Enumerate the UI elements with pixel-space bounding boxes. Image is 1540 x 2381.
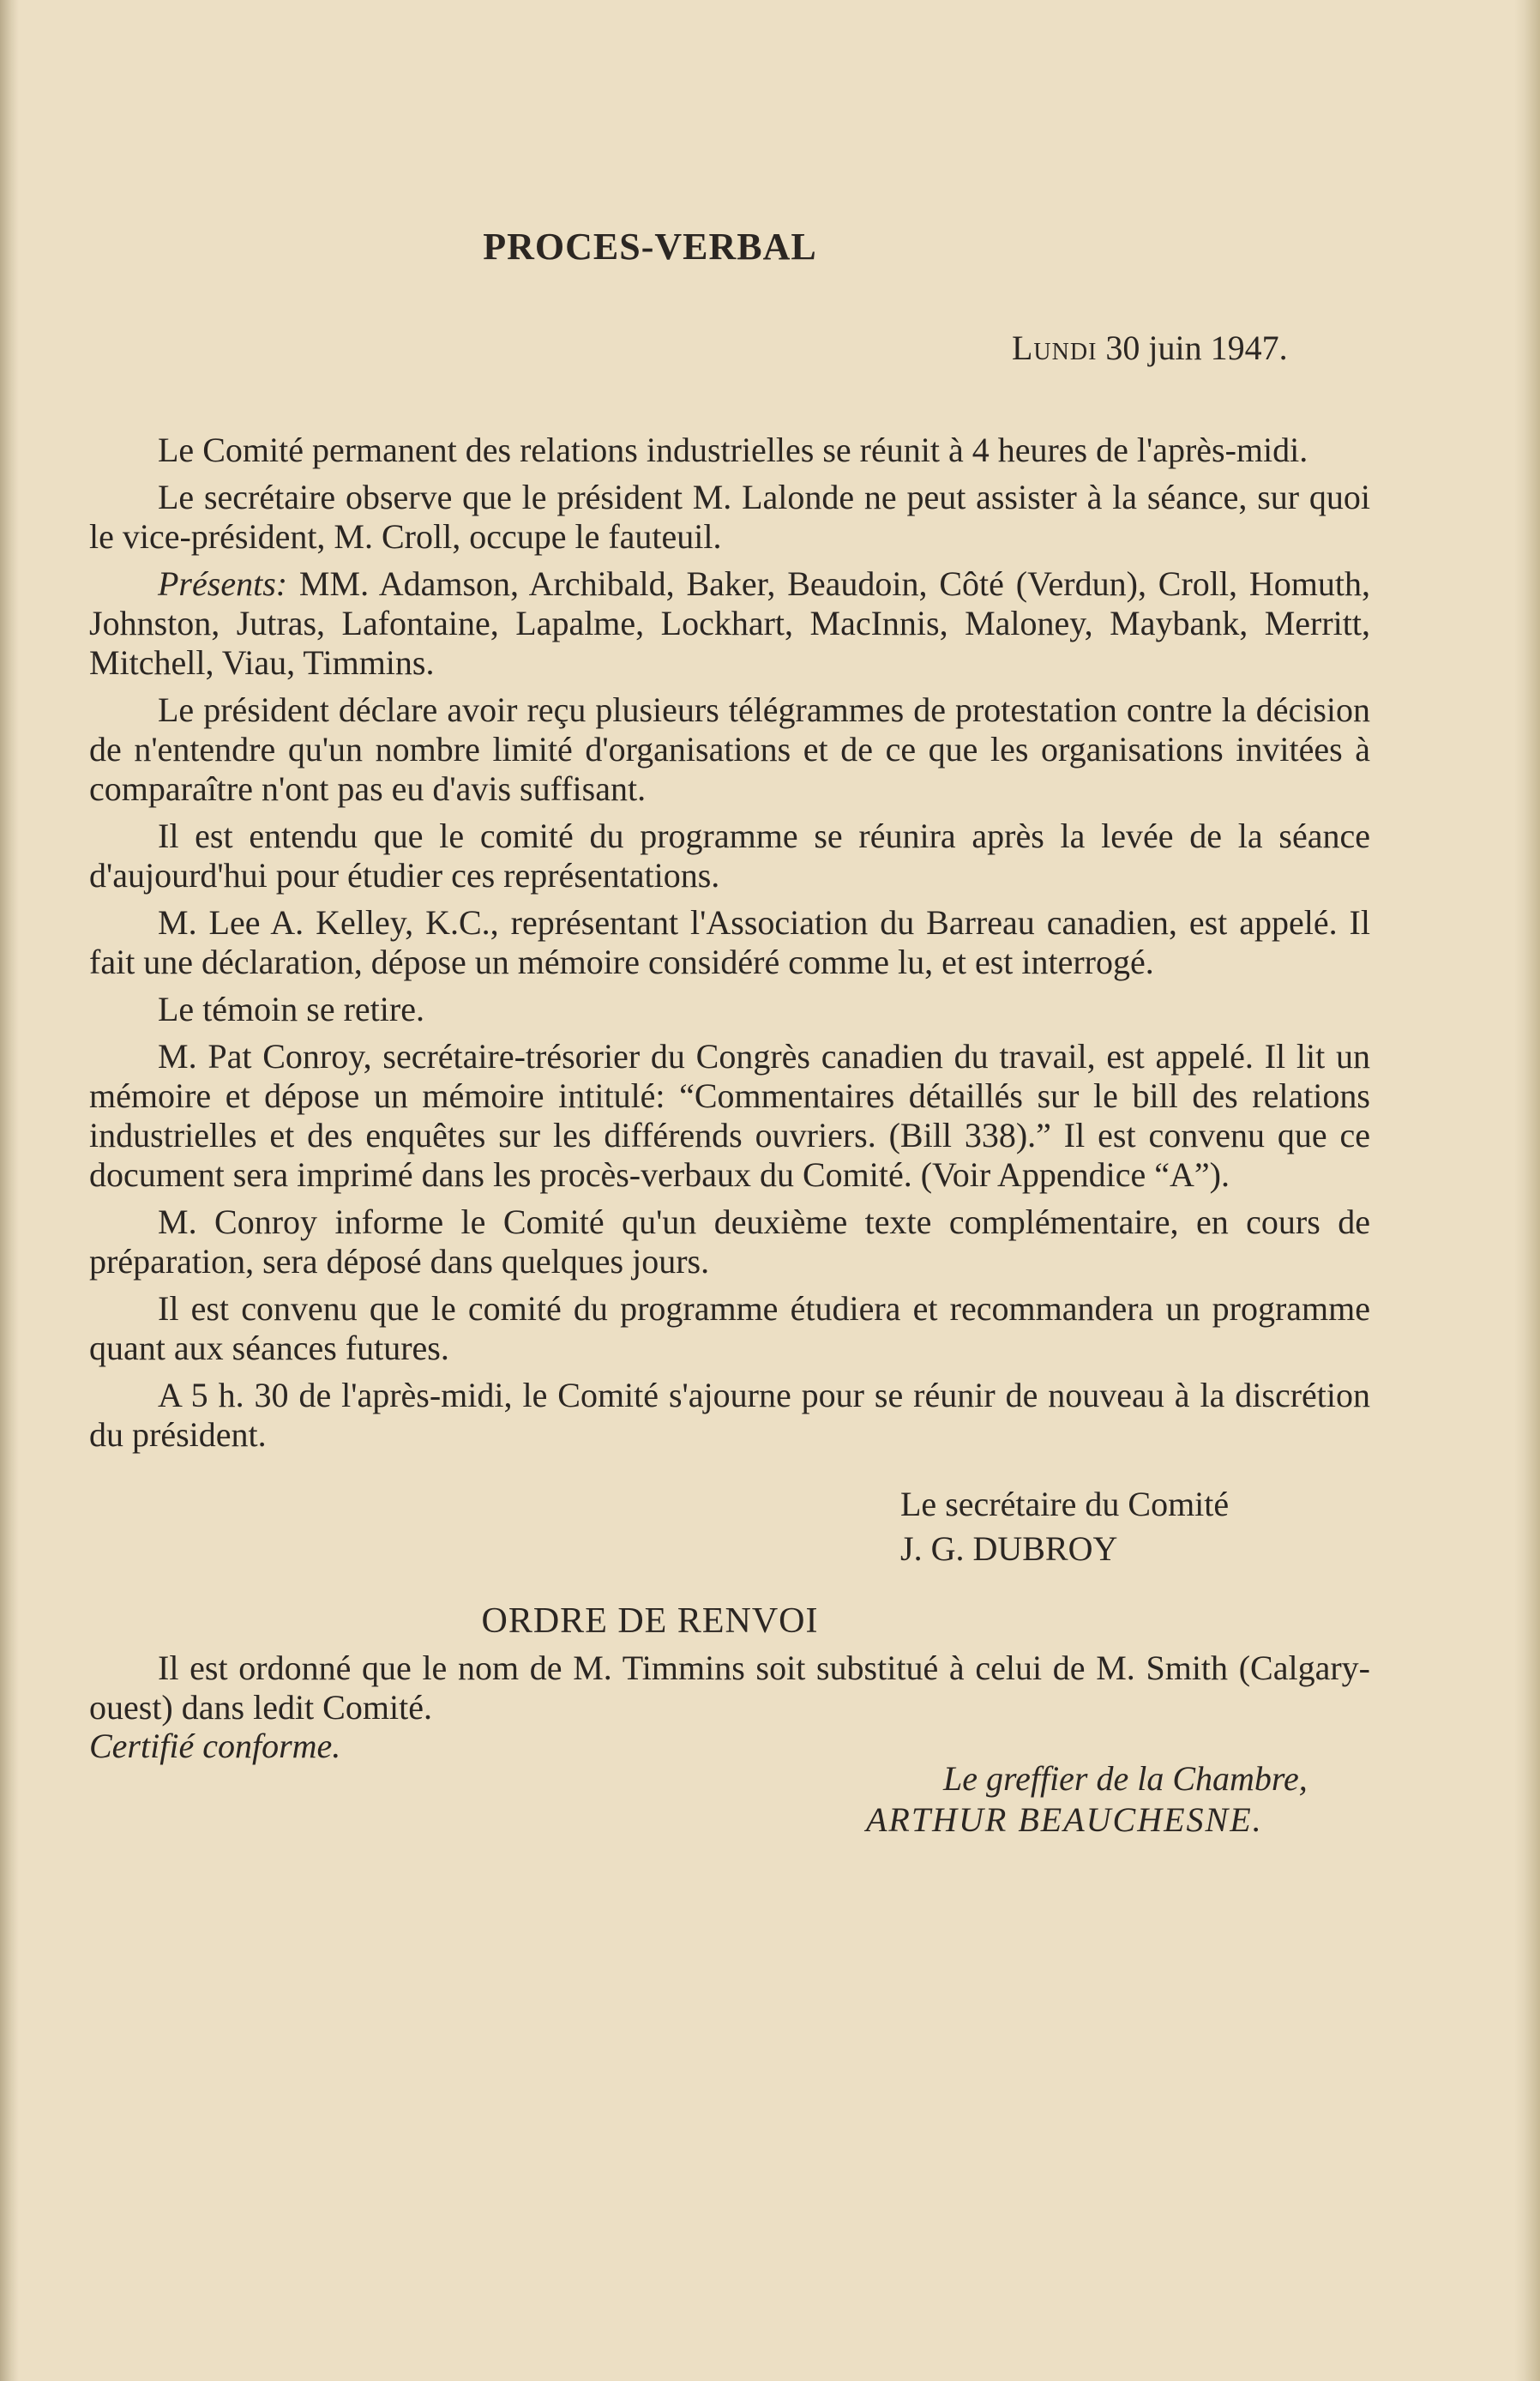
- ordre-text: Il est ordonné que le nom de M. Timmins soit substitué à celui de M. Smith (Calgary-ouest) dans ledit Comité.: [89, 1649, 1370, 1727]
- paragraph: [89, 903, 1370, 982]
- secretary-role: Le secrétaire du Comité: [900, 1485, 1230, 1523]
- paragraph: [89, 1289, 1370, 1368]
- attendance-lead: Présents:: [158, 564, 288, 603]
- paragraph-text: Le témoin se retire.: [158, 990, 424, 1028]
- paragraph-text: M. Pat Conroy, secrétaire-trésorier du Congrès canadien du travail, est appelé. Il lit un mémoire et dépose un mémoire intitulé: “Commentaires détaillés sur le bill des relations industrielles et des enquêtes sur les différends ouvriers. (Bill 338).” Il est convenu que ce document sera imprimé dans les procès-verbaux du Comité. (Voir Appendice “A”).: [89, 1037, 1370, 1194]
- paragraph-text: Il est entendu que le comité du programme se réunira après la levée de la séance d'aujourd'hui pour étudier ces représentations.: [89, 817, 1370, 895]
- page-edge-right: [1514, 0, 1540, 2381]
- clerk-role: Le greffier de la Chambre,: [943, 1759, 1308, 1798]
- meeting-date: [1012, 328, 1288, 368]
- paragraph-text: Le secrétaire observe que le président M. Lalonde ne peut assister à la séance, sur quoi le vice-président, M. Croll, occupe le fauteuil.: [89, 478, 1370, 556]
- paragraph: [89, 1376, 1370, 1455]
- paragraph-text: Le Comité permanent des relations industrielles se réunit à 4 heures de l'après-midi.: [158, 431, 1308, 469]
- ordre-title: ORDRE DE RENVOI: [481, 1601, 819, 1641]
- secretary-name: J. G. DUBROY: [900, 1529, 1118, 1568]
- ordre-body: [89, 1649, 1370, 1727]
- paragraph-text: Il est convenu que le comité du programme étudiera et recommandera un programme quant aux séances futures.: [89, 1289, 1370, 1367]
- paragraph: [89, 431, 1370, 470]
- paragraph: [89, 478, 1370, 557]
- attendance-list: MM. Adamson, Archibald, Baker, Beaudoin, Côté (Verdun), Croll, Homuth, Johnston, Jutras, Lafontaine, Lapalme, Lockhart, MacInnis, Maloney, Maybank, Merritt, Mitchell, Viau, Timmins.: [89, 564, 1370, 682]
- paragraph: [89, 1203, 1370, 1281]
- minutes-body: [89, 431, 1370, 1462]
- clerk-name: ARTHUR BEAUCHESNE.: [866, 1800, 1263, 1839]
- paragraph: [89, 817, 1370, 895]
- paragraph-text: A 5 h. 30 de l'après-midi, le Comité s'ajourne pour se réunir de nouveau à la discrétion du président.: [89, 1376, 1370, 1454]
- paragraph: [89, 1037, 1370, 1195]
- paragraph-text: Le président déclare avoir reçu plusieurs télégrammes de protestation contre la décision de n'entendre qu'un nombre limité d'organisations et de ce que les organisations invitées à comparaître n'ont pas eu d'avis suffisant.: [89, 690, 1370, 808]
- paragraph-text: M. Conroy informe le Comité qu'un deuxième texte complémentaire, en cours de préparation, sera déposé dans quelques jours.: [89, 1203, 1370, 1281]
- paragraph: [89, 690, 1370, 809]
- paragraph-text: M. Lee A. Kelley, K.C., représentant l'Association du Barreau canadien, est appelé. Il fait une déclaration, dépose un mémoire considéré comme lu, et est interrogé.: [89, 903, 1370, 981]
- page-edge-left: [0, 0, 19, 2381]
- attendance-paragraph: [89, 564, 1370, 683]
- date-rest: 30 juin 1947.: [1097, 329, 1288, 367]
- page-title: PROCES-VERBAL: [483, 226, 817, 268]
- date-day: Lundi: [1012, 329, 1098, 367]
- certified-line: Certifié conforme.: [89, 1727, 341, 1765]
- paragraph: [89, 990, 1370, 1029]
